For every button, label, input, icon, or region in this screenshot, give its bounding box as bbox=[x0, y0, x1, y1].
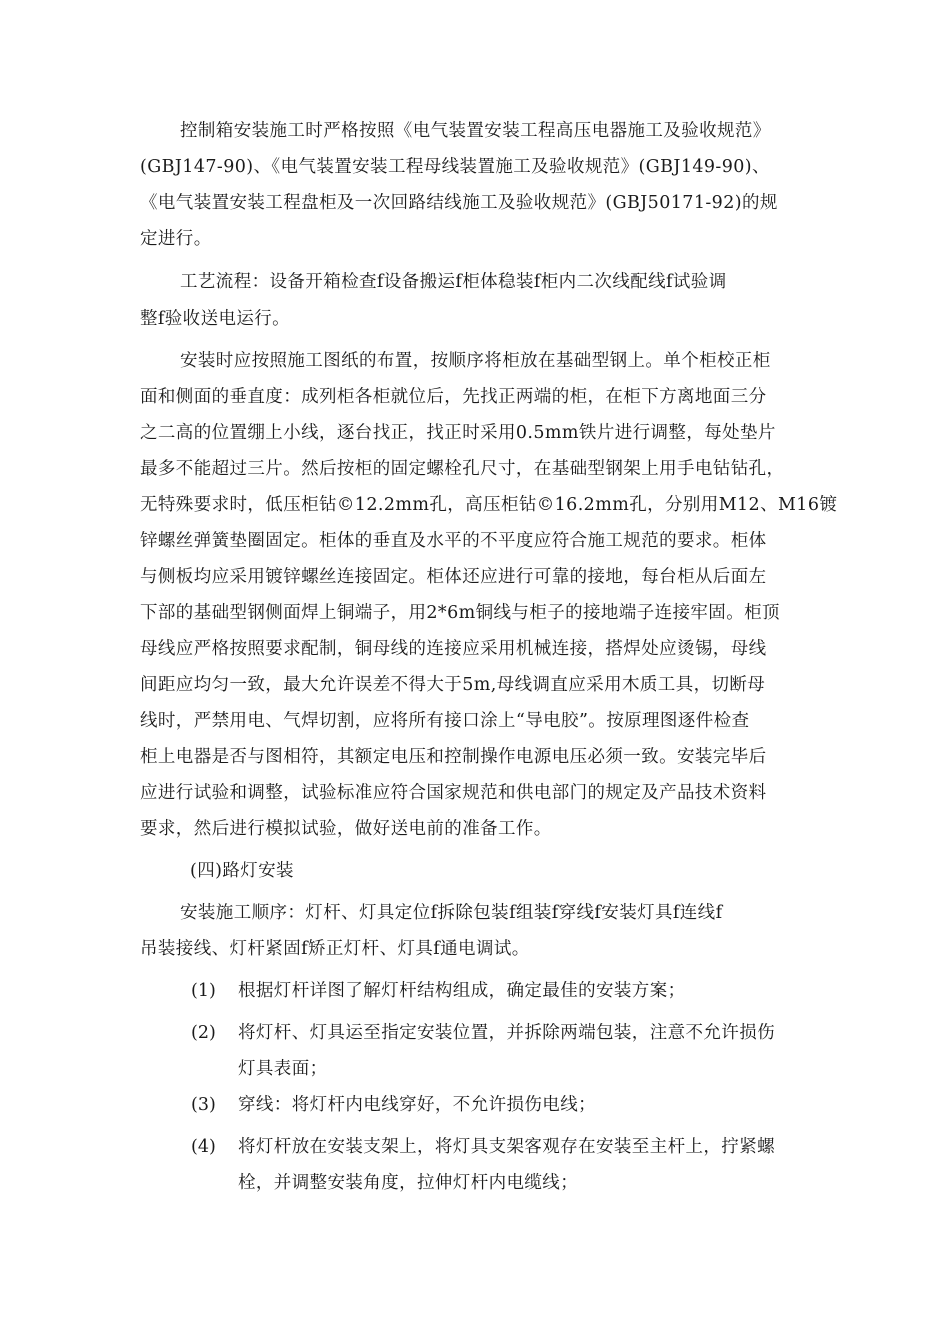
para3-line-5: 无特殊要求时，低压柜钻©12.2mm孔，高压柜钻©16.2mm孔，分别用M12、M16镀 bbox=[140, 495, 838, 515]
item-2-line-2: 灯具表面； bbox=[238, 1059, 328, 1079]
para4-line-2: 吊装接线、灯杆紧固f矫正灯杆、灯具f通电调试。 bbox=[140, 939, 530, 959]
para3-line-1: 安装时应按照施工图纸的布置，按顺序将柜放在基础型钢上。单个柜校正柜 bbox=[180, 351, 771, 371]
para3-line-12: 柜上电器是否与图相符，其额定电压和控制操作电源电压必须一致。安装完毕后 bbox=[140, 747, 767, 767]
item-3-number: (3) bbox=[191, 1095, 216, 1115]
para1-line-2: (GBJ147-90)、《电气装置安装工程母线装置施工及验收规范》(GBJ149-90)、 bbox=[140, 157, 770, 177]
para4-line-1: 安装施工顺序：灯杆、灯具定位f拆除包装f组装f穿线f安装灯具f连线f bbox=[180, 903, 723, 923]
para3-line-10: 间距应均匀一致，最大允许误差不得大于5m,母线调直应采用木质工具，切断母 bbox=[140, 675, 766, 695]
item-4-line-2: 栓，并调整安装角度，拉伸灯杆内电缆线； bbox=[238, 1173, 579, 1193]
section-heading: (四)路灯安装 bbox=[190, 861, 294, 881]
para3-line-11: 线时，严禁用电、气焊切割，应将所有接口涂上“导电胶”。按原理图逐件检查 bbox=[140, 711, 750, 731]
para3-line-8: 下部的基础型钢侧面焊上铜端子，用2*6m铜线与柜子的接地端子连接牢固。柜顶 bbox=[140, 603, 780, 623]
para3-line-4: 最多不能超过三片。然后按柜的固定螺栓孔尺寸，在基础型钢架上用手电钻钻孔， bbox=[140, 459, 785, 479]
item-3-line-1: 穿线：将灯杆内电线穿好，不允许损伤电线； bbox=[238, 1095, 596, 1115]
para3-line-9: 母线应严格按照要求配制，铜母线的连接应采用机械连接，搭焊处应烫锡，母线 bbox=[140, 639, 767, 659]
para3-line-7: 与侧板均应采用镀锌螺丝连接固定。柜体还应进行可靠的接地，每台柜从后面左 bbox=[140, 567, 767, 587]
para1-line-4: 定进行。 bbox=[140, 229, 212, 249]
para2-line-1: 工艺流程：设备开箱检查f设备搬运f柜体稳装f柜内二次线配线f试验调 bbox=[180, 272, 727, 292]
para3-line-13: 应进行试验和调整，试验标准应符合国家规范和供电部门的规定及产品技术资料 bbox=[140, 783, 767, 803]
item-4-line-1: 将灯杆放在安装支架上，将灯具支架客观存在安装至主杆上，拧紧螺 bbox=[238, 1137, 775, 1157]
para1-line-3: 《电气装置安装工程盘柜及一次回路结线施工及验收规范》(GBJ50171-92)的规 bbox=[140, 193, 778, 213]
item-1-line-1: 根据灯杆详图了解灯杆结构组成，确定最佳的安装方案； bbox=[238, 981, 686, 1001]
para2-line-2: 整f验收送电运行。 bbox=[140, 309, 291, 329]
item-1-number: (1) bbox=[191, 981, 216, 1001]
para1-line-1: 控制箱安装施工时严格按照《电气装置安装工程高压电器施工及验收规范》 bbox=[180, 121, 771, 141]
para3-line-14: 要求，然后进行模拟试验，做好送电前的准备工作。 bbox=[140, 819, 552, 839]
para3-line-3: 之二高的位置绷上小线，逐台找正，找正时采用0.5mm铁片进行调整，每处垫片 bbox=[140, 423, 776, 443]
para3-line-6: 锌螺丝弹簧垫圈固定。柜体的垂直及水平的不平度应符合施工规范的要求。柜体 bbox=[140, 531, 767, 551]
item-2-number: (2) bbox=[191, 1023, 216, 1043]
item-4-number: (4) bbox=[191, 1137, 216, 1157]
item-2-line-1: 将灯杆、灯具运至指定安装位置，并拆除两端包装，注意不允许损伤 bbox=[238, 1023, 775, 1043]
para3-line-2: 面和侧面的垂直度：成列柜各柜就位后，先找正两端的柜，在柜下方离地面三分 bbox=[140, 387, 767, 407]
